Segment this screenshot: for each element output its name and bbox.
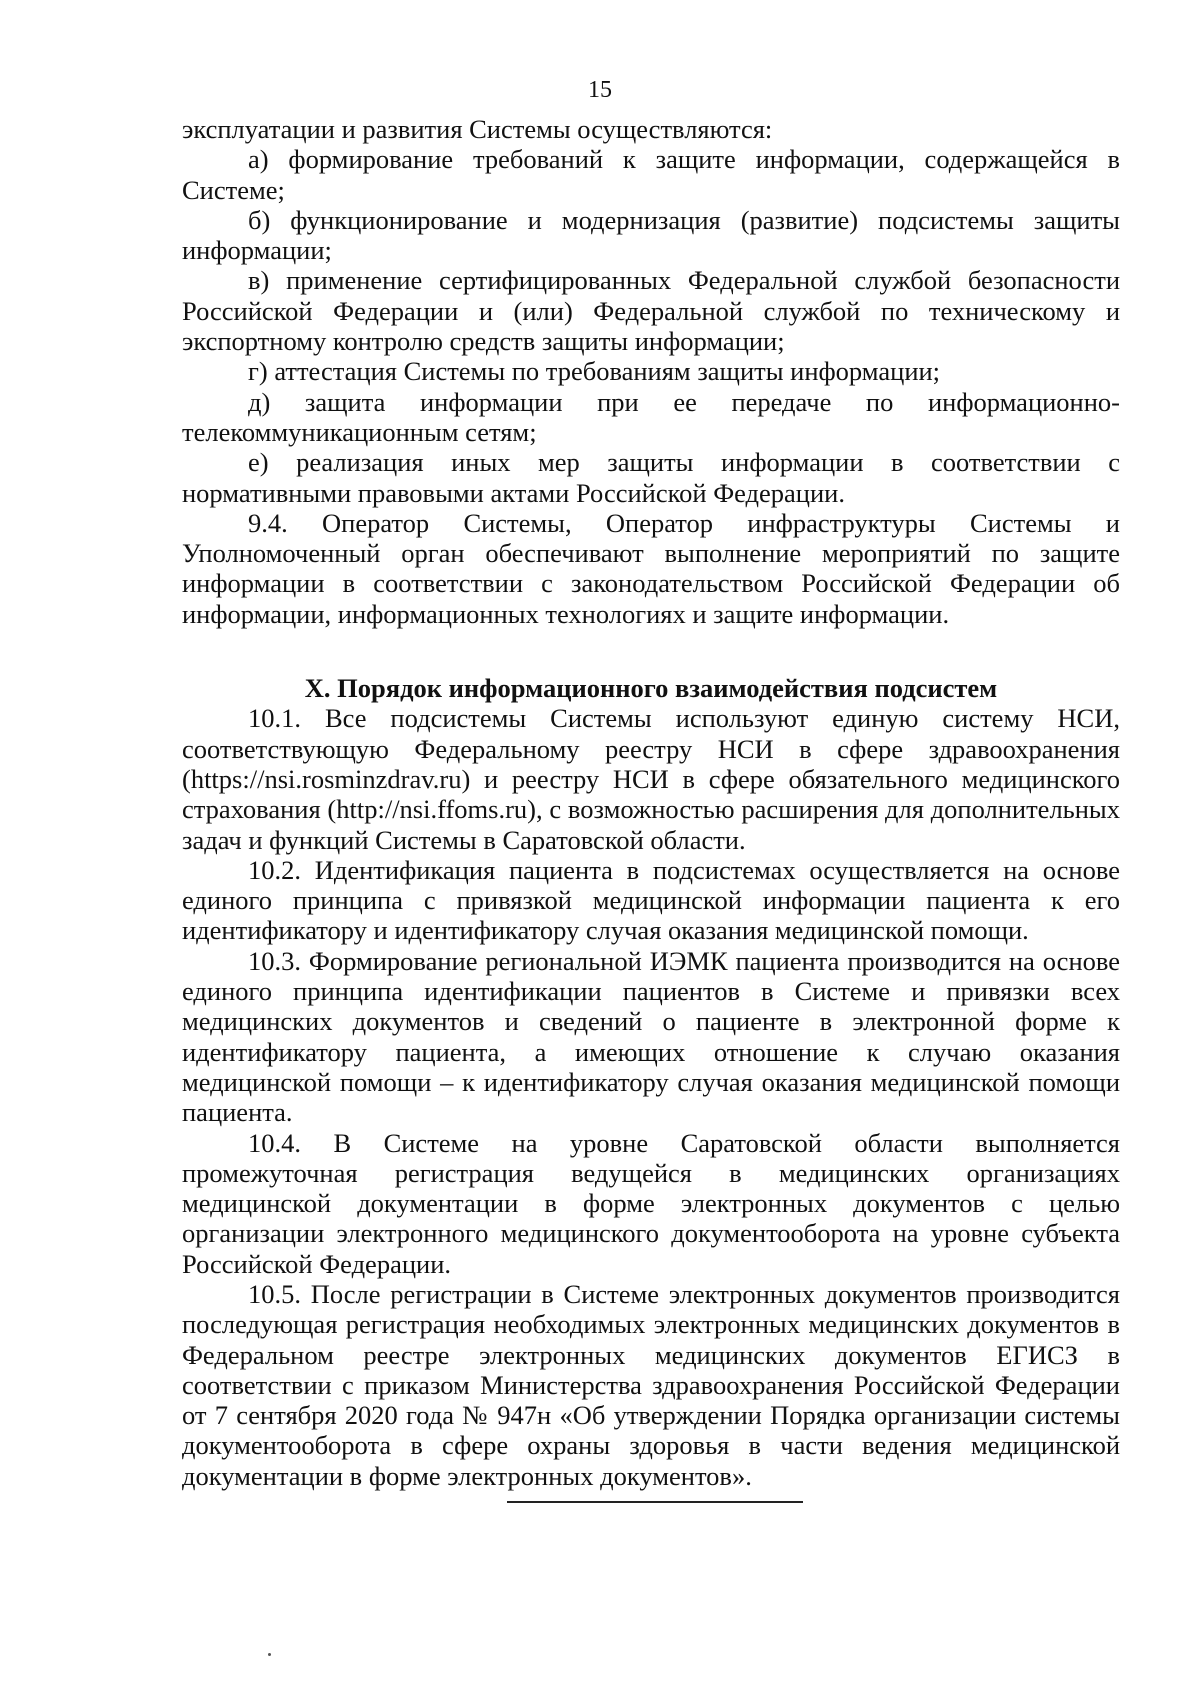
clause-10-4: 10.4. В Системе на уровне Саратовской области выполняется промежуточная регистрация ведущейся в медицинских организациях медицинской документации в форме электронных документов с целью организации электронного медицинского документооборота на уровне субъекта Российской Федерации. [182, 1127, 1120, 1279]
page-number: 15 [588, 77, 612, 103]
list-item-v: в) применение сертифицированных Федеральной службой безопасности Российской Федерации и (или) Федеральной службой по техническому и экспортному контролю средств защиты информации; [182, 265, 1120, 357]
end-of-document-rule [507, 1501, 803, 1503]
clause-10-5: 10.5. После регистрации в Системе электронных документов производится последующая регистрация необходимых электронных медицинских документов в Федеральном реестре электронных медицинских документов ЕГИСЗ в соответствии с приказом Министерства здравоохранения Российской Федерации от 7 сентября 2020 года № 947н «Об утверждении Порядка организации системы документооборота в сфере охраны здоровья в части ведения медицинской документации в форме электронных документов». [182, 1278, 1120, 1491]
list-item-b: б) функционирование и модернизация (развитие) подсистемы защиты информации; [182, 204, 1120, 266]
clause-10-2: 10.2. Идентификация пациента в подсистемах осуществляется на основе единого принципа с привязкой медицинской информации пациента к его идентификатору и идентификатору случая оказания медицинской помощи. [182, 854, 1120, 946]
list-item-d: д) защита информации при ее передаче по информационно-телекоммуникационным сетям; [182, 386, 1120, 447]
list-item-a: а) формирование требований к защите информации, содержащейся в Системе; [182, 144, 1120, 205]
clause-10-3: 10.3. Формирование региональной ИЭМК пациента производится на основе единого принципа идентификации пациентов в Системе и привязки всех медицинских документов и сведений о пациенте в электронной форме к идентификатору пациента, а имеющих отношение к случаю оказания медицинской помощи – к идентификатору случая оказания медицинской помощи пациента. [182, 945, 1120, 1128]
section-heading: X. Порядок информационного взаимодействия подсистем [304, 673, 998, 704]
document-body [182, 114, 1120, 1491]
list-item-e: е) реализация иных мер защиты информации в соответствии с нормативными правовыми актами Российской Федерации. [182, 447, 1120, 508]
clause-9-4: 9.4. Оператор Системы, Оператор инфраструктуры Системы и Уполномоченный орган обеспечивают выполнение мероприятий по защите информации в соответствии с законодательством Российской Федерации об информации, информационных технологиях и защите информации. [182, 507, 1120, 629]
paragraph-continuation: эксплуатации и развития Системы осуществляются: [182, 114, 773, 144]
clause-10-1: 10.1. Все подсистемы Системы используют единую систему НСИ, соответствующую Федеральному реестру НСИ в сфере здравоохранения (https://nsi.rosminzdrav.ru) и реестру НСИ в сфере обязательного медицинского страхования (http://nsi.ffoms.ru), с возможностью расширения для дополнительных задач и функций Системы в Саратовской области. [182, 703, 1120, 855]
scan-speck [268, 1653, 271, 1656]
list-item-g: г) аттестация Системы по требованиям защиты информации; [248, 356, 941, 387]
